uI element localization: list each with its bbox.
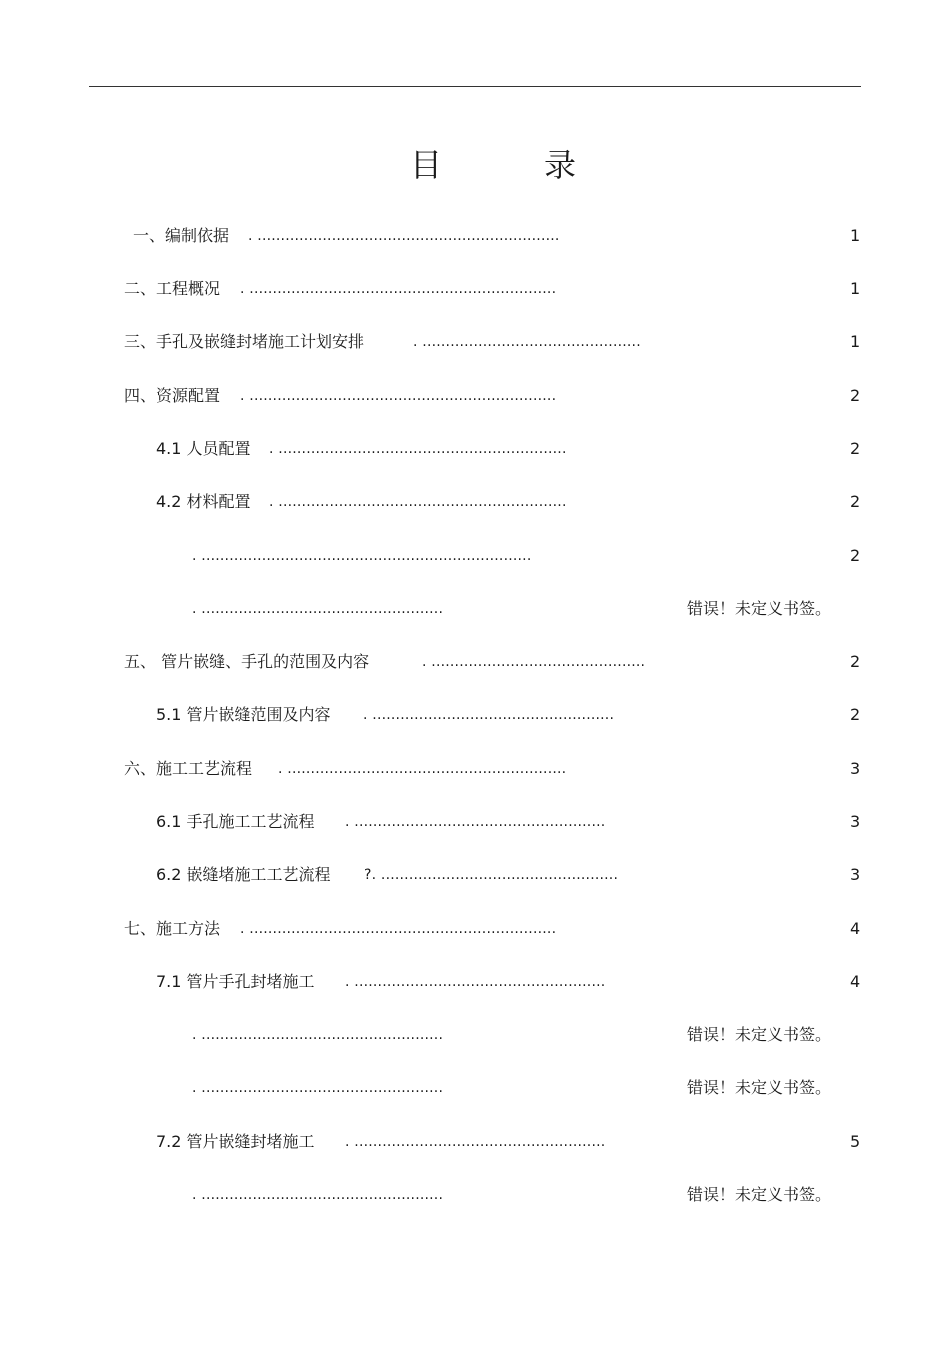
toc-entry-page: 3 [850, 812, 861, 831]
toc-entry-page: 2 [850, 492, 861, 511]
toc-entry-label: 7.1 管片手孔封堵施工 [156, 972, 315, 991]
toc-entry[interactable] [0, 810, 950, 834]
toc-entry-page: 4 [850, 919, 861, 938]
toc-entry[interactable] [0, 277, 950, 301]
toc-entry[interactable] [0, 650, 950, 674]
toc-entry-label: 七、施工方法 [124, 919, 221, 938]
toc-entry[interactable] [0, 330, 950, 354]
toc-entry-label: 六、施工工艺流程 [124, 759, 253, 778]
toc-entry-page: 2 [850, 546, 861, 565]
toc-entry-dots: . ................................................................. [248, 228, 560, 244]
toc-entry[interactable] [0, 703, 950, 727]
toc-entry-label: 6.2 嵌缝堵施工工艺流程 [156, 865, 331, 884]
toc-entry-page: 1 [850, 226, 861, 245]
toc-entry-label: 一、编制依据 [133, 226, 230, 245]
toc-entry-dots: . .................................................................. [240, 281, 557, 297]
toc-entry-page: 2 [850, 386, 861, 405]
toc-entry-dots: . ...................................................... [345, 814, 606, 830]
title-char-left: 目 [410, 146, 443, 184]
toc-entry-page: 错误！未定义书签。 [687, 599, 832, 618]
header-rule [89, 86, 861, 87]
toc-entry[interactable] [0, 863, 950, 887]
toc-entry-page: 3 [850, 759, 861, 778]
toc-entry-dots: . ............................................................ [278, 761, 567, 777]
toc-entry[interactable] [0, 1076, 950, 1100]
toc-entry[interactable] [0, 970, 950, 994]
toc-entry[interactable] [0, 917, 950, 941]
toc-entry-label: 二、工程概况 [124, 279, 221, 298]
toc-entry-page: 错误！未定义书签。 [687, 1078, 832, 1097]
toc-entry[interactable] [0, 1023, 950, 1047]
page-title [0, 140, 950, 190]
toc-entry-page: 2 [850, 652, 861, 671]
toc-entry-label: 4.2 材料配置 [156, 492, 251, 511]
toc-entry-page: 1 [850, 279, 861, 298]
toc-entry-label: 6.1 手孔施工工艺流程 [156, 812, 315, 831]
toc-entry[interactable] [0, 544, 950, 568]
toc-entry-label: 四、资源配置 [124, 386, 221, 405]
toc-entry-dots: . .............................................................. [269, 441, 567, 457]
toc-entry[interactable] [0, 384, 950, 408]
toc-entry[interactable] [0, 437, 950, 461]
toc-entry-dots: . .................................................................. [240, 921, 557, 937]
toc-entry[interactable] [0, 490, 950, 514]
title-char-right: 录 [544, 146, 577, 184]
toc-entry[interactable] [0, 1183, 950, 1207]
toc-entry-dots: . .................................................... [192, 1027, 444, 1043]
toc-entry-page: 错误！未定义书签。 [687, 1185, 832, 1204]
toc-entry-page: 1 [850, 332, 861, 351]
toc-entry-dots: . ....................................................................... [192, 548, 532, 564]
toc-entry-dots: . ............................................... [413, 334, 641, 350]
toc-entry-dots: . .................................................................. [240, 388, 557, 404]
toc-entry[interactable] [0, 224, 950, 248]
toc-entry-label: 三、手孔及嵌缝封堵施工计划安排 [124, 332, 365, 351]
toc-entry-label: 五、 管片嵌缝、手孔的范围及内容 [124, 652, 370, 671]
toc-entry-label: 5.1 管片嵌缝范围及内容 [156, 705, 331, 724]
toc-entry[interactable] [0, 757, 950, 781]
toc-entry[interactable] [0, 1130, 950, 1154]
toc-entry-page: 错误！未定义书签。 [687, 1025, 832, 1044]
toc-entry-dots: . .................................................... [192, 601, 444, 617]
toc-entry-page: 2 [850, 705, 861, 724]
toc-entry-dots: . .................................................... [192, 1187, 444, 1203]
toc-entry-dots: . ...................................................... [345, 974, 606, 990]
toc-entry-dots: . ...................................................... [345, 1134, 606, 1150]
toc-entry-dots: . .................................................... [192, 1080, 444, 1096]
toc-entry-page: 5 [850, 1132, 861, 1151]
toc-entry[interactable] [0, 597, 950, 621]
toc-entry-dots: . .................................................... [363, 707, 615, 723]
toc-entry-dots: . .............................................. [422, 654, 646, 670]
toc-entry-dots: ?. ................................................... [364, 867, 619, 883]
toc-entry-dots: . .............................................................. [269, 494, 567, 510]
toc-entry-page: 4 [850, 972, 861, 991]
toc-entry-page: 2 [850, 439, 861, 458]
toc-entry-label: 7.2 管片嵌缝封堵施工 [156, 1132, 315, 1151]
toc-entry-page: 3 [850, 865, 861, 884]
toc-entry-label: 4.1 人员配置 [156, 439, 251, 458]
